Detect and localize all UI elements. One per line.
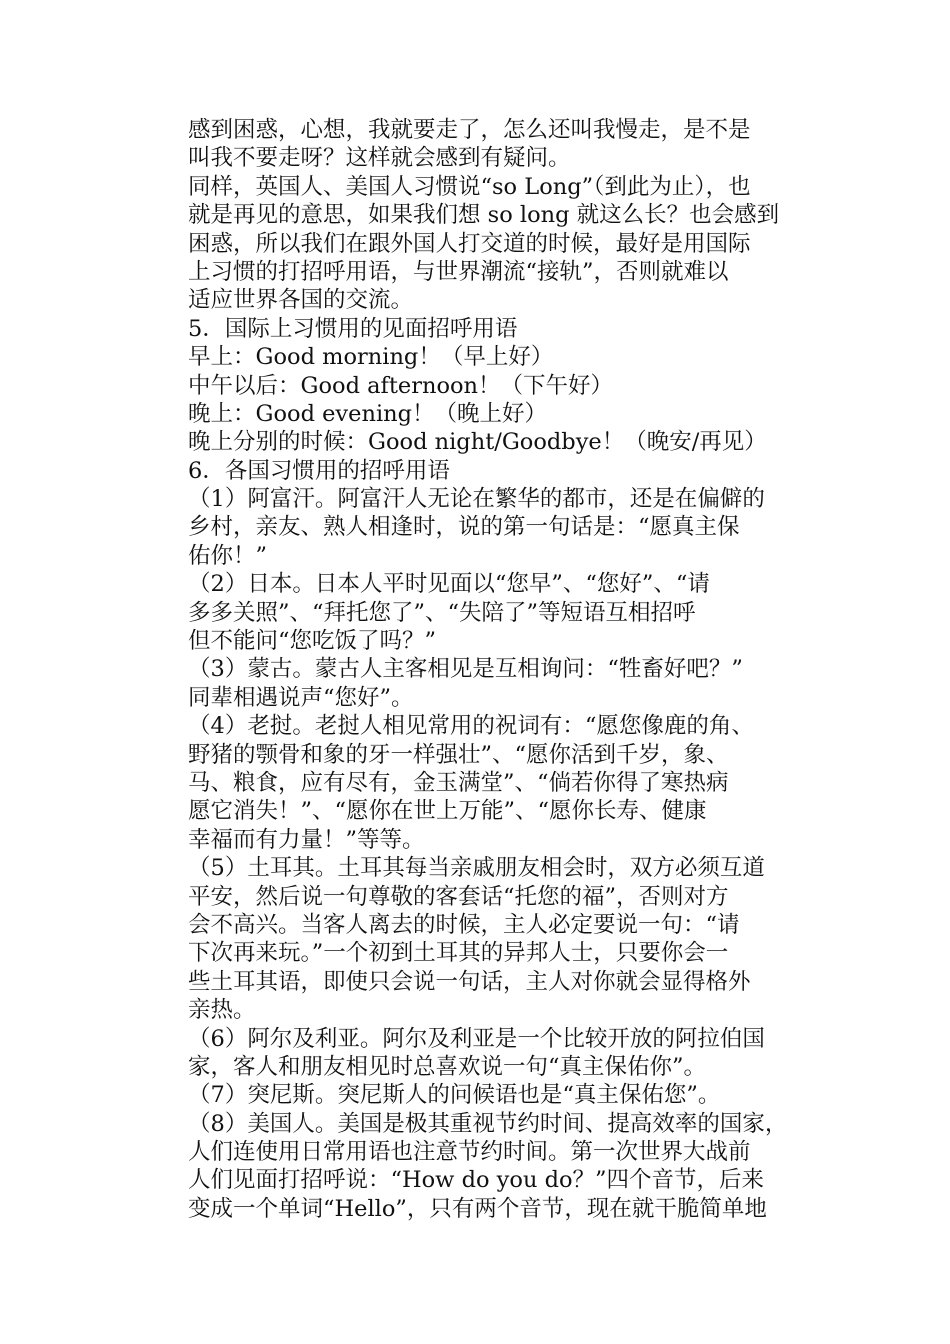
text-line: 亲热。 bbox=[188, 997, 256, 1024]
text-line: 佑你！” bbox=[188, 542, 268, 569]
text-line: 些土耳其语，即使只会说一句话，主人对你就会显得格外 bbox=[188, 968, 751, 995]
text-line: 乡村，亲友、熟人相逢时，说的第一句话是：“愿真主保 bbox=[188, 514, 740, 541]
text-line: （5）土耳其。土耳其每当亲戚朋友相会时，双方必须互道 bbox=[188, 855, 765, 882]
text-line: 平安，然后说一句尊敬的客套话“托您的福”，否则对方 bbox=[188, 883, 729, 910]
text-line: 幸福而有力量！”等等。 bbox=[188, 826, 425, 853]
text-line: 叫我不要走呀？这样就会感到有疑问。 bbox=[188, 145, 571, 172]
text-line: 人们连使用日常用语也注意节约时间。第一次世界大战前 bbox=[188, 1139, 751, 1166]
text-line: 同辈相遇说声“您好”。 bbox=[188, 684, 414, 711]
text-line: 马、粮食，应有尽有，金玉满堂”、“倘若你得了寒热病 bbox=[188, 769, 729, 796]
greeting-afternoon: 中午以后：Good afternoon！（下午好） bbox=[188, 372, 614, 399]
text-line: 家，客人和朋友相见时总喜欢说一句“真主保佑你”。 bbox=[188, 1053, 707, 1080]
text-line: 适应世界各国的交流。 bbox=[188, 287, 414, 314]
text-line: （7）突尼斯。突尼斯人的问候语也是“真主保佑您”。 bbox=[188, 1082, 721, 1109]
text-line: 野猪的颚骨和象的牙一样强壮”、“愿你活到千岁，象、 bbox=[188, 741, 729, 768]
text-line: 多多关照”、“拜托您了”、“失陪了”等短语互相招呼 bbox=[188, 599, 696, 626]
text-line: 上习惯的打招呼用语，与世界潮流“接轨”，否则就难以 bbox=[188, 258, 729, 285]
document-body bbox=[188, 116, 828, 1223]
text-line: 下次再来玩。”一个初到土耳其的异邦人士，只要你会一 bbox=[188, 940, 729, 967]
greeting-evening: 晚上：Good evening！（晚上好） bbox=[188, 400, 548, 427]
text-line: 会不高兴。当客人离去的时候，主人必定要说一句：“请 bbox=[188, 911, 740, 938]
text-line: （6）阿尔及利亚。阿尔及利亚是一个比较开放的阿拉伯国 bbox=[188, 1025, 765, 1052]
text-line: 愿它消失！”、“愿你在世上万能”、“愿你长寿、健康 bbox=[188, 798, 707, 825]
text-line: （2）日本。日本人平时见面以“您早”、“您好”、“请 bbox=[188, 571, 710, 598]
text-line: （1）阿富汗。阿富汗人无论在繁华的都市，还是在偏僻的 bbox=[188, 486, 765, 513]
text-line: 同样，英国人、美国人习惯说“so Long”（到此为止），也 bbox=[188, 173, 751, 200]
text-line: （4）老挝。老挝人相见常用的祝词有：“愿您像鹿的角、 bbox=[188, 713, 754, 740]
text-line: 感到困惑，心想，我就要走了，怎么还叫我慢走，是不是 bbox=[188, 117, 751, 143]
section-heading: 5．国际上习惯用的见面招呼用语 bbox=[188, 315, 518, 342]
text-line: （3）蒙古。蒙古人主客相见是互相询问：“牲畜好吧？” bbox=[188, 656, 743, 683]
section-heading: 6．各国习惯用的招呼用语 bbox=[188, 457, 450, 484]
greeting-morning: 早上：Good morning！（早上好） bbox=[188, 344, 554, 371]
text-line: （8）美国人。美国是极其重视节约时间、提高效率的国家， bbox=[188, 1110, 788, 1137]
text-line: 变成一个单词“Hello”，只有两个音节，现在就干脆简单地 bbox=[188, 1195, 767, 1222]
text-line: 但不能问“您吃饭了吗？” bbox=[188, 628, 437, 655]
text-line: 就是再见的意思，如果我们想 so long 就这么长？也会感到 bbox=[188, 202, 780, 229]
text-line: 人们见面打招呼说：“How do you do？”四个音节，后来 bbox=[188, 1167, 765, 1194]
greeting-night: 晚上分别的时候：Good night/Goodbye！（晚安/再见） bbox=[188, 429, 767, 456]
text-line: 困惑，所以我们在跟外国人打交道的时候，最好是用国际 bbox=[188, 230, 751, 257]
